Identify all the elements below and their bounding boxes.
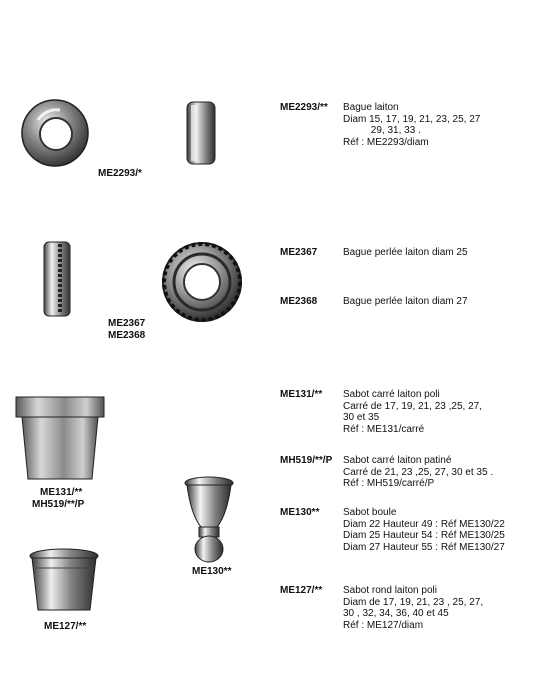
catalog-ref-me2367: ME2367 — [280, 247, 318, 258]
label-me2367: ME2367 — [108, 318, 146, 329]
desc-line: Réf : ME2293/diam — [343, 136, 429, 148]
desc-line: Diam de 17, 19, 21, 23 , 25, 27, — [343, 596, 484, 608]
catalog-desc-mh519 — [343, 455, 493, 490]
catalog-desc-me130 — [343, 507, 505, 553]
desc-line: Carré de 17, 19, 21, 23 ,25, 27, — [343, 400, 482, 412]
square-shoe-photo-label — [32, 487, 84, 511]
ball-shoe-photo-label: ME130** — [192, 566, 232, 577]
desc-line: Diam 15, 17, 19, 21, 23, 25, 27 — [343, 113, 481, 125]
beaded-ring-photo-label — [108, 318, 145, 342]
catalog-desc-me2368 — [343, 296, 468, 308]
desc-line: Diam 25 Hauteur 54 : Réf ME130/25 — [343, 530, 505, 541]
beaded-ring-side-photo — [40, 238, 74, 320]
desc-line: Diam 27 Hauteur 55 : Réf ME130/27 — [343, 541, 505, 553]
desc-line: Sabot carré laiton poli — [343, 389, 440, 400]
ring-front-photo — [20, 98, 90, 168]
catalog-desc-me127 — [343, 585, 483, 631]
catalog-ref-mh519: MH519/**/P — [280, 455, 333, 466]
catalog-desc-me2293 — [343, 102, 480, 148]
desc-line: Carré de 21, 23 ,25, 27, 30 et 35 . — [343, 466, 494, 478]
desc-line: 29, 31, 33 . — [343, 125, 421, 136]
desc-line: Sabot carré laiton patiné — [343, 455, 452, 466]
label-me2368: ME2368 — [108, 330, 146, 341]
square-shoe-photo — [14, 395, 106, 483]
ring-photo-label: ME2293/* — [98, 168, 142, 179]
catalog-ref-me2368: ME2368 — [280, 296, 318, 307]
desc-line: Réf : ME127/diam — [343, 619, 424, 631]
catalog-ref-me130: ME130** — [280, 507, 320, 518]
catalog-desc-me131 — [343, 389, 482, 435]
catalog-ref-me131: ME131/** — [280, 389, 323, 400]
desc-line: Sabot boule — [343, 507, 397, 518]
desc-line: Bague perlée laiton diam 27 — [343, 296, 468, 307]
round-shoe-photo-label: ME127/** — [44, 621, 87, 632]
label-me131: ME131/** — [40, 487, 83, 498]
desc-line: Bague perlée laiton diam 25 — [343, 247, 468, 258]
desc-line: Bague laiton — [343, 102, 399, 113]
catalog-desc-me2367 — [343, 247, 468, 259]
desc-line: Sabot rond laiton poli — [343, 585, 437, 596]
catalog-ref-me127: ME127/** — [280, 585, 323, 596]
beaded-ring-front-photo — [160, 240, 244, 324]
label-mh519: MH519/**/P — [32, 499, 85, 510]
desc-line: Diam 22 Hauteur 49 : Réf ME130/22 — [343, 518, 505, 530]
desc-line: 30 , 32, 34, 36, 40 et 45 — [343, 608, 449, 619]
desc-line: Réf : MH519/carré/P — [343, 478, 435, 489]
catalog-ref-me2293: ME2293/** — [280, 102, 328, 113]
desc-line: 30 et 35 — [343, 412, 380, 423]
desc-line: Réf : ME131/carré — [343, 423, 425, 435]
round-shoe-photo — [28, 548, 100, 614]
ring-side-photo — [183, 100, 219, 166]
ball-shoe-photo — [181, 475, 237, 565]
